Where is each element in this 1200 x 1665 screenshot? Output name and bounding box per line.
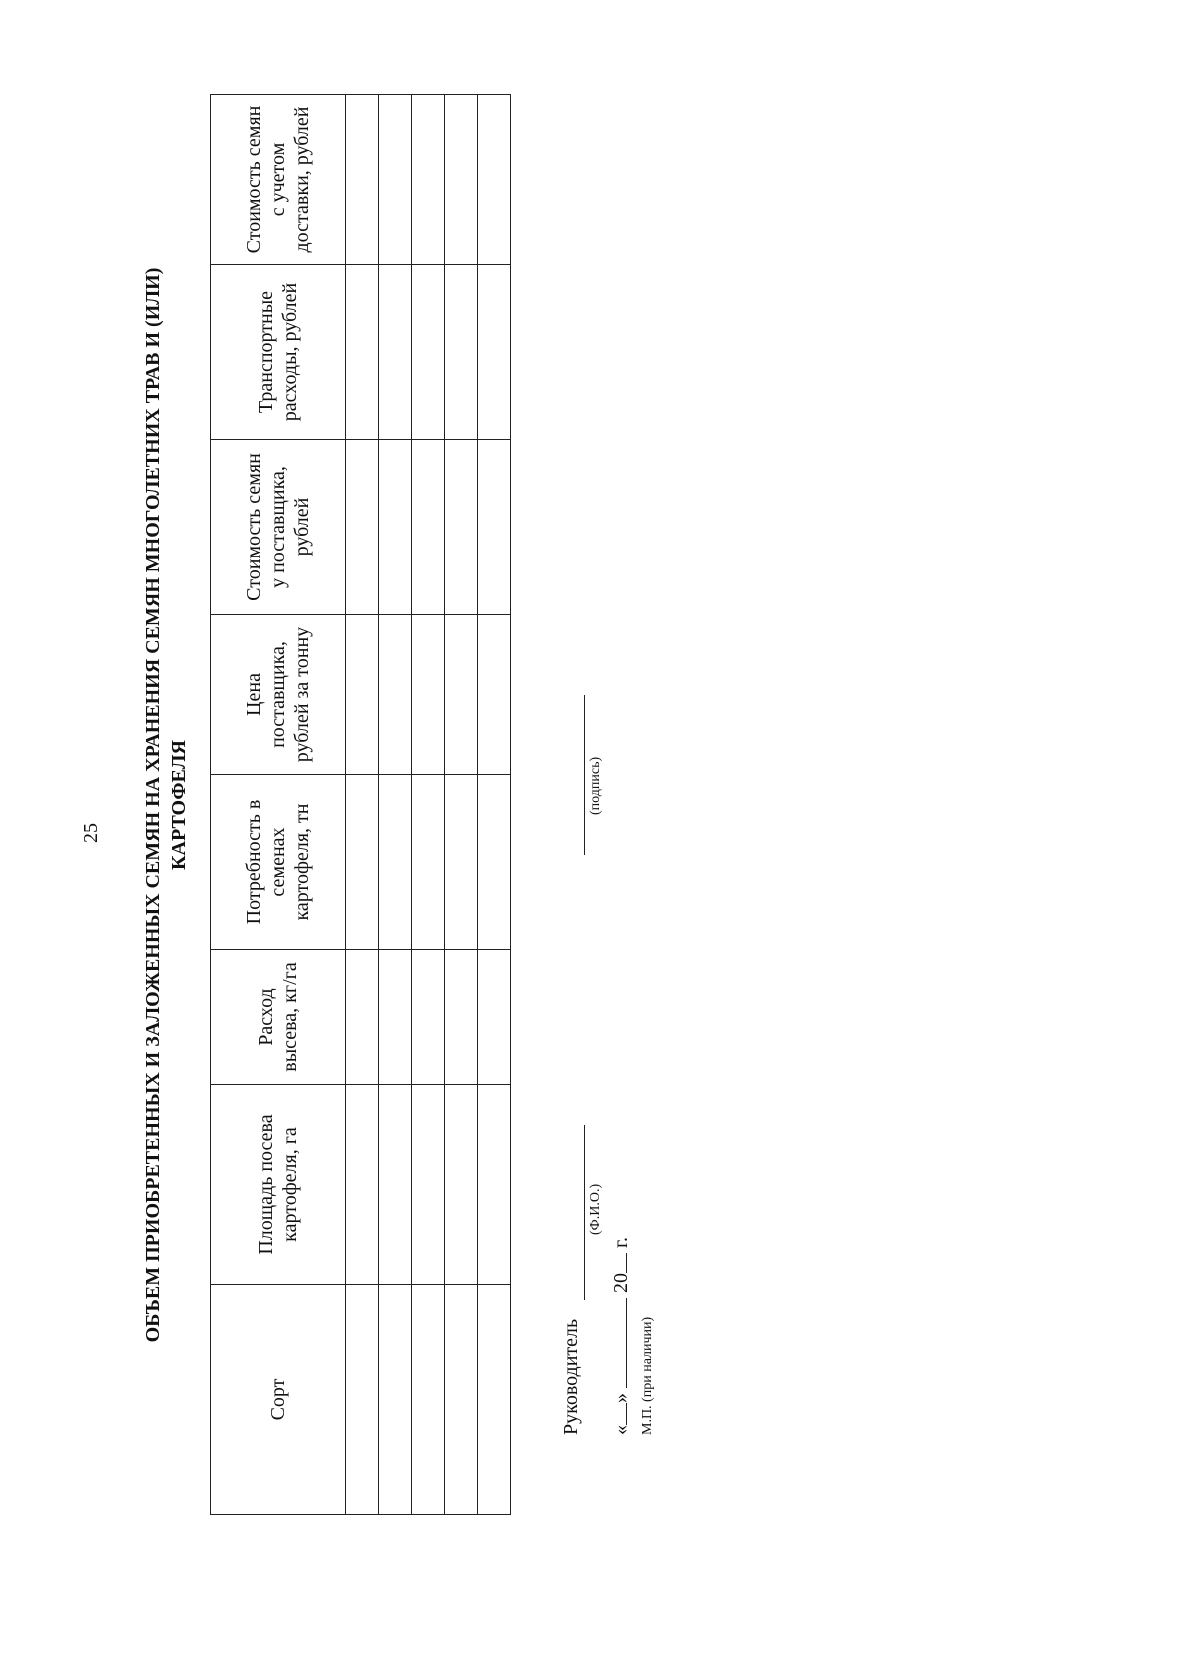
table-cell[interactable] (379, 775, 412, 950)
table-cell[interactable] (346, 95, 379, 265)
table-cell[interactable] (412, 265, 445, 440)
signature-block (560, 535, 760, 1435)
document-title (140, 95, 192, 1515)
fio-line[interactable] (584, 1125, 585, 1300)
table-cell[interactable] (412, 615, 445, 775)
table-row (445, 95, 478, 1515)
table-cell[interactable] (346, 1085, 379, 1285)
table-cell[interactable] (478, 440, 511, 615)
date-year-field[interactable] (626, 1253, 627, 1273)
header-supplier-price: Цена поставщика, рублей за тонну (211, 615, 346, 775)
header-seeding-rate: Расход высева, кг/га (211, 950, 346, 1085)
table-cell[interactable] (478, 950, 511, 1085)
header-transport-cost: Транспортные расходы, рублей (211, 265, 346, 440)
table-cell[interactable] (478, 615, 511, 775)
title-line-1: ОБЪЕМ ПРИОБРЕТЕННЫХ И ЗАЛОЖЕННЫХ СЕМЯН НА ХРАНЕНИЯ СЕМЯН МНОГОЛЕТНИХ ТРАВ И (ИЛИ) (142, 267, 164, 1343)
table-cell[interactable] (445, 950, 478, 1085)
table-cell[interactable] (379, 95, 412, 265)
title-line-2: КАРТОФЕЛЯ (168, 740, 190, 870)
date-day-field[interactable] (626, 1403, 627, 1425)
table-cell[interactable] (412, 775, 445, 950)
table-cell[interactable] (412, 95, 445, 265)
date-close-quote: » (610, 1393, 632, 1403)
stamp-note: М.П. (при наличии) (640, 1316, 655, 1435)
header-total-cost: Стоимость семян с учетом доставки, рублей (211, 95, 346, 265)
table-cell[interactable] (445, 265, 478, 440)
table-row (412, 95, 445, 1515)
table-cell[interactable] (478, 95, 511, 265)
table-cell[interactable] (379, 1285, 412, 1515)
header-variety: Сорт (211, 1285, 346, 1515)
table-cell[interactable] (346, 615, 379, 775)
table-cell[interactable] (346, 1285, 379, 1515)
table-body (346, 95, 511, 1515)
table-cell[interactable] (346, 440, 379, 615)
fio-caption: (Ф.И.О.) (588, 1183, 603, 1235)
table-cell[interactable] (379, 265, 412, 440)
table-cell[interactable] (478, 775, 511, 950)
year-suffix: г. (610, 1237, 632, 1248)
header-seed-requirement: Потребность в семенах картофеля, тн (211, 775, 346, 950)
signature-line[interactable] (584, 695, 585, 855)
table-row (379, 95, 412, 1515)
table-cell[interactable] (412, 950, 445, 1085)
table-row (346, 95, 379, 1515)
table-cell[interactable] (379, 950, 412, 1085)
table-cell[interactable] (346, 775, 379, 950)
date-row (610, 1237, 633, 1435)
header-supplier-cost: Стоимость семян у поставщика, рублей (211, 440, 346, 615)
table-row (478, 95, 511, 1515)
seed-volume-table (210, 94, 511, 1515)
manager-label: Руководитель (560, 1318, 582, 1435)
table-header-row (211, 95, 346, 1515)
table-cell[interactable] (445, 1085, 478, 1285)
date-month-field[interactable] (626, 1298, 627, 1388)
table-cell[interactable] (478, 1085, 511, 1285)
table-cell[interactable] (445, 95, 478, 265)
table-cell[interactable] (445, 615, 478, 775)
table-cell[interactable] (379, 440, 412, 615)
table-cell[interactable] (445, 440, 478, 615)
date-open-quote: « (610, 1425, 632, 1435)
year-prefix: 20 (610, 1273, 632, 1293)
table-cell[interactable] (445, 775, 478, 950)
page-number: 25 (80, 823, 102, 843)
table-cell[interactable] (346, 265, 379, 440)
table-cell[interactable] (412, 1085, 445, 1285)
table-cell[interactable] (346, 950, 379, 1085)
table-cell[interactable] (478, 265, 511, 440)
table-cell[interactable] (412, 440, 445, 615)
table-cell[interactable] (412, 1285, 445, 1515)
signature-caption: (подпись) (588, 756, 603, 815)
table-cell[interactable] (445, 1285, 478, 1515)
table-cell[interactable] (379, 615, 412, 775)
header-planting-area: Площадь посева картофеля, га (211, 1085, 346, 1285)
table-cell[interactable] (478, 1285, 511, 1515)
table-cell[interactable] (379, 1085, 412, 1285)
